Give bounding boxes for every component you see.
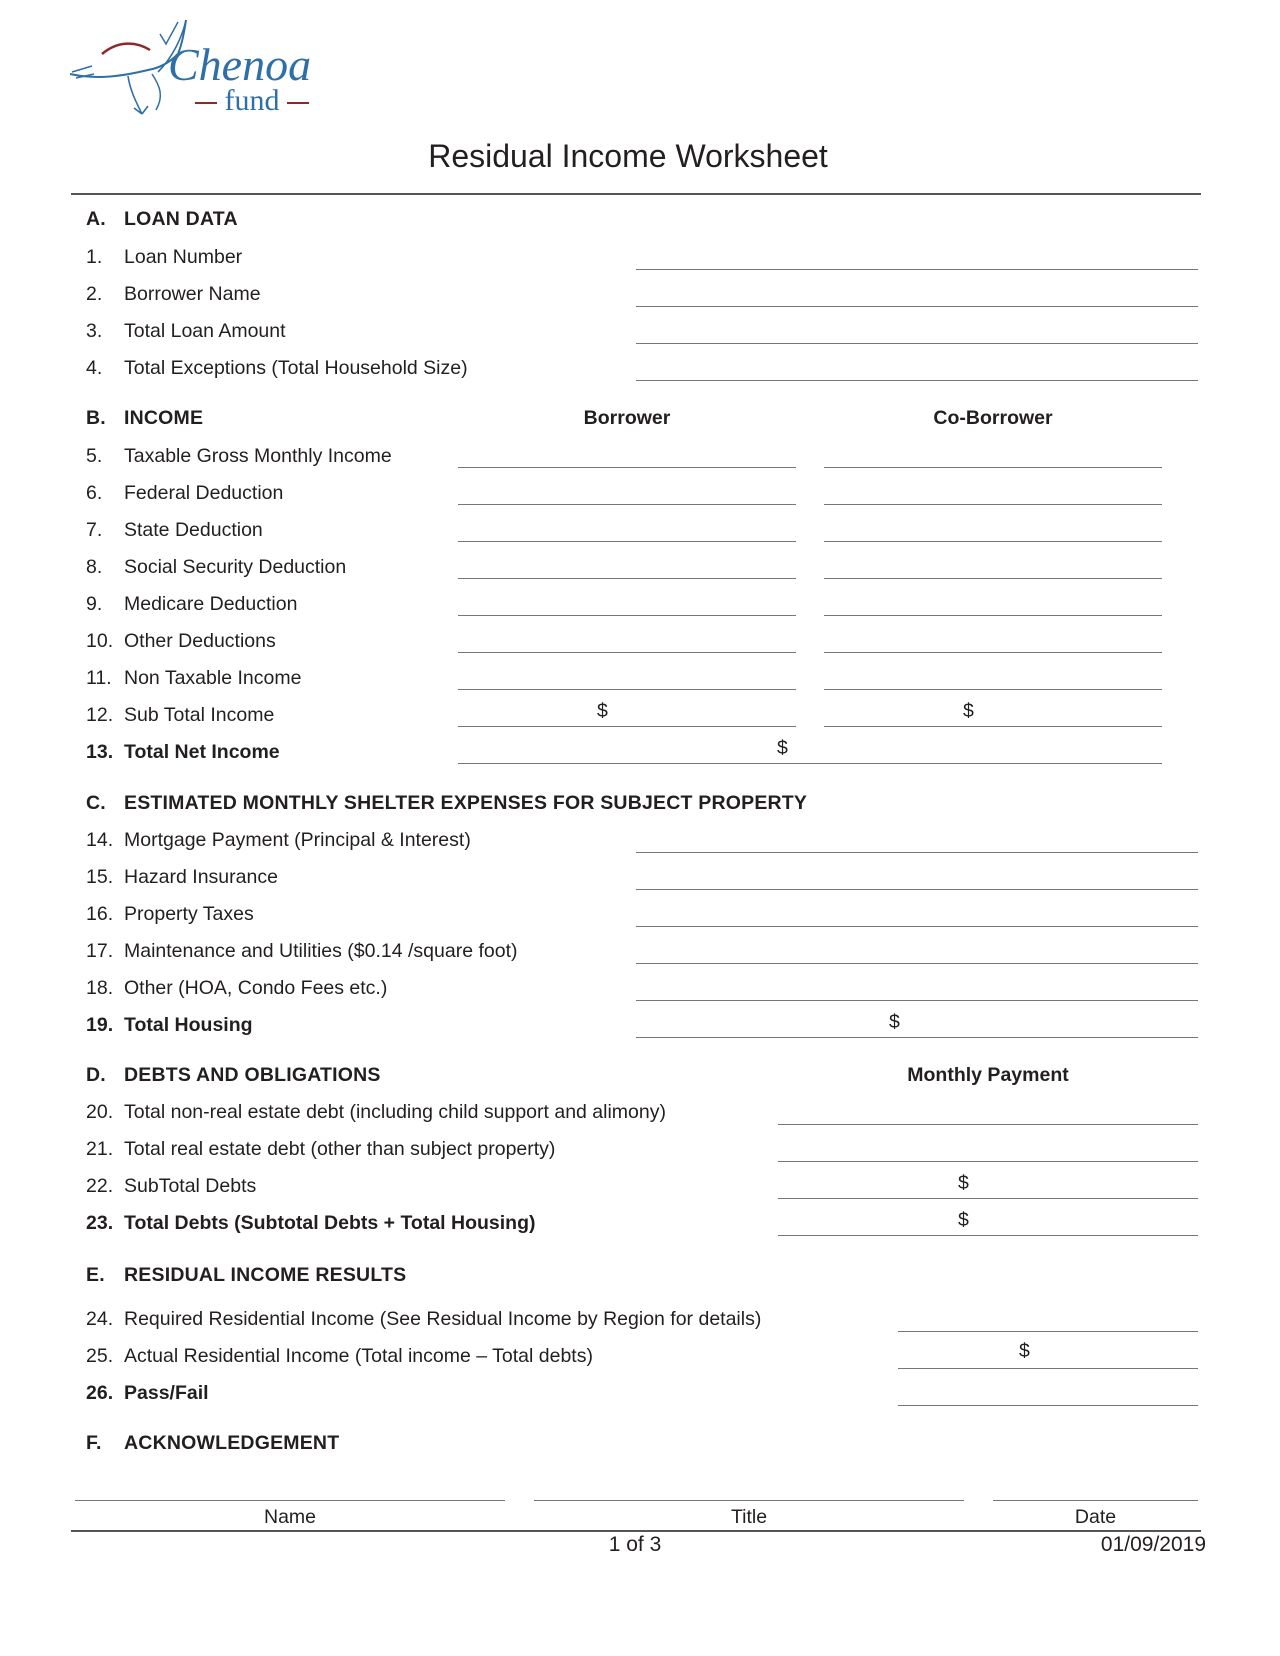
coborrower-medicare-field[interactable]: [824, 615, 1162, 616]
signature-title-label: Title: [730, 1506, 768, 1528]
row-label: Other Deductions: [124, 630, 276, 652]
logo-fund-text: fund: [224, 84, 280, 117]
section-letter: D.: [86, 1064, 106, 1086]
row-label: State Deduction: [124, 519, 263, 541]
borrower-subtotal-currency: $: [597, 700, 608, 722]
signature-date-field[interactable]: [993, 1500, 1198, 1501]
borrower-social-security-field[interactable]: [458, 578, 796, 579]
section-title: RESIDUAL INCOME RESULTS: [124, 1264, 407, 1286]
mortgage-payment-field[interactable]: [636, 852, 1198, 853]
total-net-income-currency: $: [777, 737, 788, 759]
total-debts-field[interactable]: [778, 1235, 1198, 1236]
row-number: 4.: [86, 357, 103, 379]
required-residential-income-field[interactable]: [898, 1331, 1198, 1332]
row-24-required-residential-income: [86, 1307, 761, 1331]
row-label: Required Residential Income (See Residual Income by Region for details): [124, 1308, 762, 1330]
row-label: Total non-real estate debt (including child support and alimony): [124, 1101, 666, 1123]
row-number: 17.: [86, 940, 114, 962]
logo-rule-right: [287, 102, 309, 104]
row-label: Federal Deduction: [124, 482, 284, 504]
row-13-total-net-income: [86, 740, 280, 764]
actual-residential-income-field[interactable]: [898, 1368, 1198, 1369]
row-number: 19.: [86, 1014, 114, 1036]
row-number: 20.: [86, 1101, 114, 1123]
section-d-heading: [86, 1064, 381, 1087]
section-letter: F.: [86, 1432, 102, 1454]
section-c-heading: [86, 792, 807, 815]
row-number: 11.: [86, 667, 112, 689]
row-9-medicare-deduction: [86, 592, 297, 616]
row-label: Loan Number: [124, 246, 243, 268]
coborrower-taxable-gross-field[interactable]: [824, 467, 1162, 468]
row-12-sub-total-income: [86, 703, 274, 727]
row-16-property-taxes: [86, 902, 254, 926]
row-label: Borrower Name: [124, 283, 261, 305]
row-label: Property Taxes: [124, 903, 254, 925]
row-18-other-hoa: [86, 976, 387, 1000]
total-loan-amount-field[interactable]: [636, 343, 1198, 344]
coborrower-sub-total-field[interactable]: [824, 726, 1162, 727]
row-number: 9.: [86, 593, 103, 615]
row-number: 14.: [86, 829, 114, 851]
signature-title-field[interactable]: [534, 1500, 964, 1501]
row-number: 23.: [86, 1212, 114, 1234]
row-label: Total Debts (Subtotal Debts + Total Housing): [124, 1212, 536, 1234]
borrower-state-deduction-field[interactable]: [458, 541, 796, 542]
section-a-heading: [86, 208, 238, 231]
row-number: 18.: [86, 977, 114, 999]
row-number: 3.: [86, 320, 103, 342]
row-label: Taxable Gross Monthly Income: [124, 445, 392, 467]
section-title: INCOME: [124, 407, 204, 429]
page-number: 1 of 3: [608, 1533, 662, 1556]
borrower-non-taxable-field[interactable]: [458, 689, 796, 690]
section-title: ACKNOWLEDGEMENT: [124, 1432, 340, 1454]
row-label: Hazard Insurance: [124, 866, 278, 888]
row-label: Social Security Deduction: [124, 556, 347, 578]
row-21-real-estate-debt: [86, 1137, 555, 1161]
row-11-non-taxable-income: [86, 666, 301, 690]
row-number: 13.: [86, 741, 114, 763]
row-1-loan-number: [86, 245, 242, 269]
borrower-column-header: Borrower: [583, 407, 671, 429]
real-estate-debt-field[interactable]: [778, 1161, 1198, 1162]
title-divider: [71, 193, 1201, 195]
total-net-income-field[interactable]: [458, 763, 1162, 764]
row-label: Actual Residential Income (Total income – Total debts): [124, 1345, 593, 1367]
signature-name-label: Name: [263, 1506, 317, 1528]
row-number: 7.: [86, 519, 103, 541]
row-number: 26.: [86, 1382, 114, 1404]
row-number: 12.: [86, 704, 114, 726]
monthly-payment-column-header: Monthly Payment: [907, 1064, 1069, 1086]
coborrower-federal-deduction-field[interactable]: [824, 504, 1162, 505]
row-number: 24.: [86, 1308, 114, 1330]
section-title: LOAN DATA: [124, 208, 238, 230]
row-number: 25.: [86, 1345, 114, 1367]
logo-name-top: Chenoa: [168, 39, 312, 90]
coborrower-other-deductions-field[interactable]: [824, 652, 1162, 653]
borrower-federal-deduction-field[interactable]: [458, 504, 796, 505]
section-letter: C.: [86, 792, 106, 814]
row-number: 16.: [86, 903, 114, 925]
row-number: 6.: [86, 482, 103, 504]
row-label: Total Exceptions (Total Household Size): [124, 357, 468, 379]
row-26-pass-fail: [86, 1381, 209, 1405]
row-22-subtotal-debts: [86, 1174, 256, 1198]
footer-divider: [71, 1530, 1201, 1532]
section-letter: E.: [86, 1264, 105, 1286]
total-exceptions-field[interactable]: [636, 380, 1198, 381]
section-e-heading: [86, 1264, 406, 1287]
total-housing-field[interactable]: [636, 1037, 1198, 1038]
row-20-non-real-estate-debt: [86, 1100, 666, 1124]
section-title: ESTIMATED MONTHLY SHELTER EXPENSES FOR SUBJECT PROPERTY: [124, 792, 808, 814]
row-23-total-debts: [86, 1211, 535, 1235]
row-number: 22.: [86, 1175, 114, 1197]
subtotal-debts-field[interactable]: [778, 1198, 1198, 1199]
row-17-maintenance-utilities: [86, 939, 517, 963]
signature-name-field[interactable]: [75, 1500, 505, 1501]
actual-residential-income-currency: $: [1019, 1340, 1030, 1362]
row-number: 8.: [86, 556, 103, 578]
row-label: Total real estate debt (other than subject property): [124, 1138, 556, 1160]
borrower-taxable-gross-field[interactable]: [458, 467, 796, 468]
signature-date-label: Date: [1074, 1506, 1117, 1528]
loan-number-field[interactable]: [636, 269, 1198, 270]
section-b-heading: [86, 407, 203, 430]
revision-date: 01/09/2019: [1100, 1533, 1206, 1556]
row-number: 21.: [86, 1138, 114, 1160]
borrower-other-deductions-field[interactable]: [458, 652, 796, 653]
row-25-actual-residential-income: [86, 1344, 593, 1368]
row-7-state-deduction: [86, 518, 263, 542]
row-2-borrower-name: [86, 282, 261, 306]
logo-rule-left: [195, 102, 217, 104]
row-number: 15.: [86, 866, 114, 888]
row-label: Sub Total Income: [124, 704, 275, 726]
row-5-taxable-gross-income: [86, 444, 392, 468]
row-label: Other (HOA, Condo Fees etc.): [124, 977, 388, 999]
row-4-total-exceptions: [86, 356, 468, 380]
property-taxes-field[interactable]: [636, 926, 1198, 927]
row-15-hazard-insurance: [86, 865, 278, 889]
borrower-sub-total-field[interactable]: [458, 726, 796, 727]
coborrower-column-header: Co-Borrower: [933, 407, 1053, 429]
coborrower-subtotal-currency: $: [963, 700, 974, 722]
row-label: Medicare Deduction: [124, 593, 298, 615]
row-8-social-security-deduction: [86, 555, 346, 579]
chenoa-fund-logo: [68, 14, 328, 124]
borrower-name-field[interactable]: [636, 306, 1198, 307]
subtotal-debts-currency: $: [958, 1172, 969, 1194]
row-label: SubTotal Debts: [124, 1175, 257, 1197]
page-title: Residual Income Worksheet: [428, 138, 828, 174]
row-label: Maintenance and Utilities ($0.14 /square foot): [124, 940, 518, 962]
row-label: Pass/Fail: [124, 1382, 209, 1404]
coborrower-non-taxable-field[interactable]: [824, 689, 1162, 690]
maintenance-utilities-field[interactable]: [636, 963, 1198, 964]
section-title: DEBTS AND OBLIGATIONS: [124, 1064, 381, 1086]
row-label: Non Taxable Income: [124, 667, 302, 689]
total-debts-currency: $: [958, 1209, 969, 1231]
pass-fail-field[interactable]: [898, 1405, 1198, 1406]
hazard-insurance-field[interactable]: [636, 889, 1198, 890]
section-letter: A.: [86, 208, 106, 230]
coborrower-state-deduction-field[interactable]: [824, 541, 1162, 542]
total-housing-currency: $: [889, 1011, 900, 1033]
row-label: Total Net Income: [124, 741, 280, 763]
row-6-federal-deduction: [86, 481, 283, 505]
non-real-estate-debt-field[interactable]: [778, 1124, 1198, 1125]
row-3-total-loan-amount: [86, 319, 286, 343]
row-19-total-housing: [86, 1013, 253, 1037]
row-number: 5.: [86, 445, 103, 467]
row-label: Total Loan Amount: [124, 320, 286, 342]
logo-name-bottom: [188, 84, 316, 118]
coborrower-social-security-field[interactable]: [824, 578, 1162, 579]
section-letter: B.: [86, 407, 106, 429]
section-f-heading: [86, 1432, 339, 1455]
row-label: Total Housing: [124, 1014, 253, 1036]
row-number: 1.: [86, 246, 103, 268]
other-hoa-field[interactable]: [636, 1000, 1198, 1001]
row-number: 10.: [86, 630, 114, 652]
row-10-other-deductions: [86, 629, 276, 653]
borrower-medicare-field[interactable]: [458, 615, 796, 616]
row-number: 2.: [86, 283, 103, 305]
row-14-mortgage-payment: [86, 828, 471, 852]
row-label: Mortgage Payment (Principal & Interest): [124, 829, 471, 851]
